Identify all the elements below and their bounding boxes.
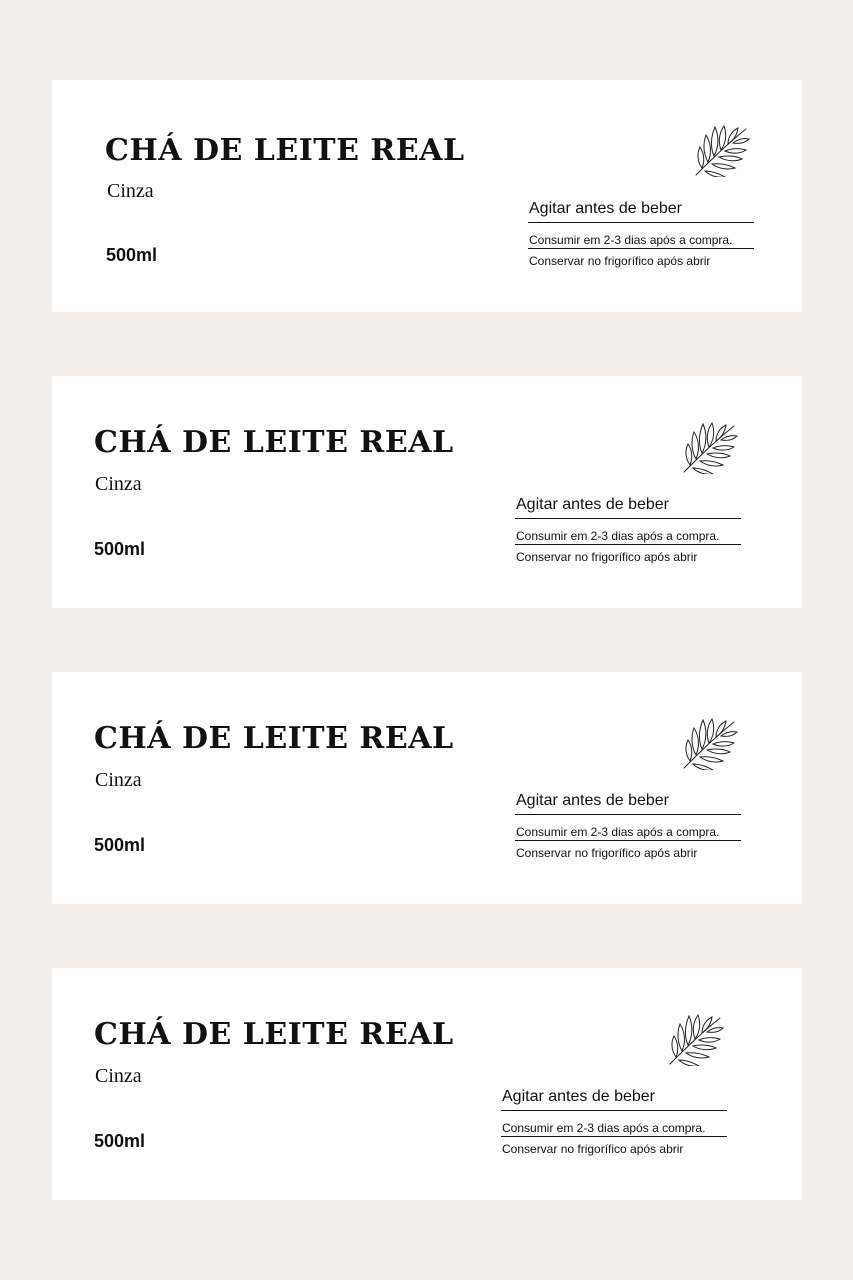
product-volume: 500ml	[94, 539, 146, 559]
info-block	[515, 792, 741, 860]
product-volume: 500ml	[94, 1131, 146, 1151]
product-label	[52, 672, 802, 904]
info-block	[501, 1088, 727, 1156]
info-block	[515, 496, 741, 564]
consume-note: Consumir em 2-3 dias após a compra.	[501, 1111, 727, 1137]
product-variant: Cinza	[107, 180, 154, 202]
product-title: CHÁ DE LEITE REAL	[94, 425, 454, 460]
product-variant: Cinza	[95, 473, 142, 495]
product-variant: Cinza	[95, 1065, 142, 1087]
product-label	[52, 968, 802, 1200]
product-volume: 500ml	[106, 245, 158, 265]
storage-note: Conservar no frigorífico após abrir	[516, 846, 698, 860]
leaf-icon	[694, 123, 750, 177]
info-block	[528, 200, 754, 268]
shake-note: Agitar antes de beber	[515, 792, 741, 815]
product-title: CHÁ DE LEITE REAL	[94, 1017, 454, 1052]
storage-note: Conservar no frigorífico após abrir	[516, 550, 698, 564]
product-variant: Cinza	[95, 769, 142, 791]
shake-note: Agitar antes de beber	[501, 1088, 727, 1111]
product-label	[52, 376, 802, 608]
leaf-icon	[682, 420, 738, 474]
storage-note: Conservar no frigorífico após abrir	[502, 1142, 684, 1156]
product-volume: 500ml	[94, 835, 146, 855]
product-title: CHÁ DE LEITE REAL	[105, 133, 465, 168]
consume-note: Consumir em 2-3 dias após a compra.	[515, 815, 741, 841]
leaf-icon	[682, 716, 738, 770]
product-title: CHÁ DE LEITE REAL	[94, 721, 454, 756]
storage-note: Conservar no frigorífico após abrir	[529, 254, 711, 268]
consume-note: Consumir em 2-3 dias após a compra.	[515, 519, 741, 545]
leaf-icon	[668, 1012, 724, 1066]
shake-note: Agitar antes de beber	[528, 200, 754, 223]
product-label	[52, 80, 802, 312]
consume-note: Consumir em 2-3 dias após a compra.	[528, 223, 754, 249]
shake-note: Agitar antes de beber	[515, 496, 741, 519]
